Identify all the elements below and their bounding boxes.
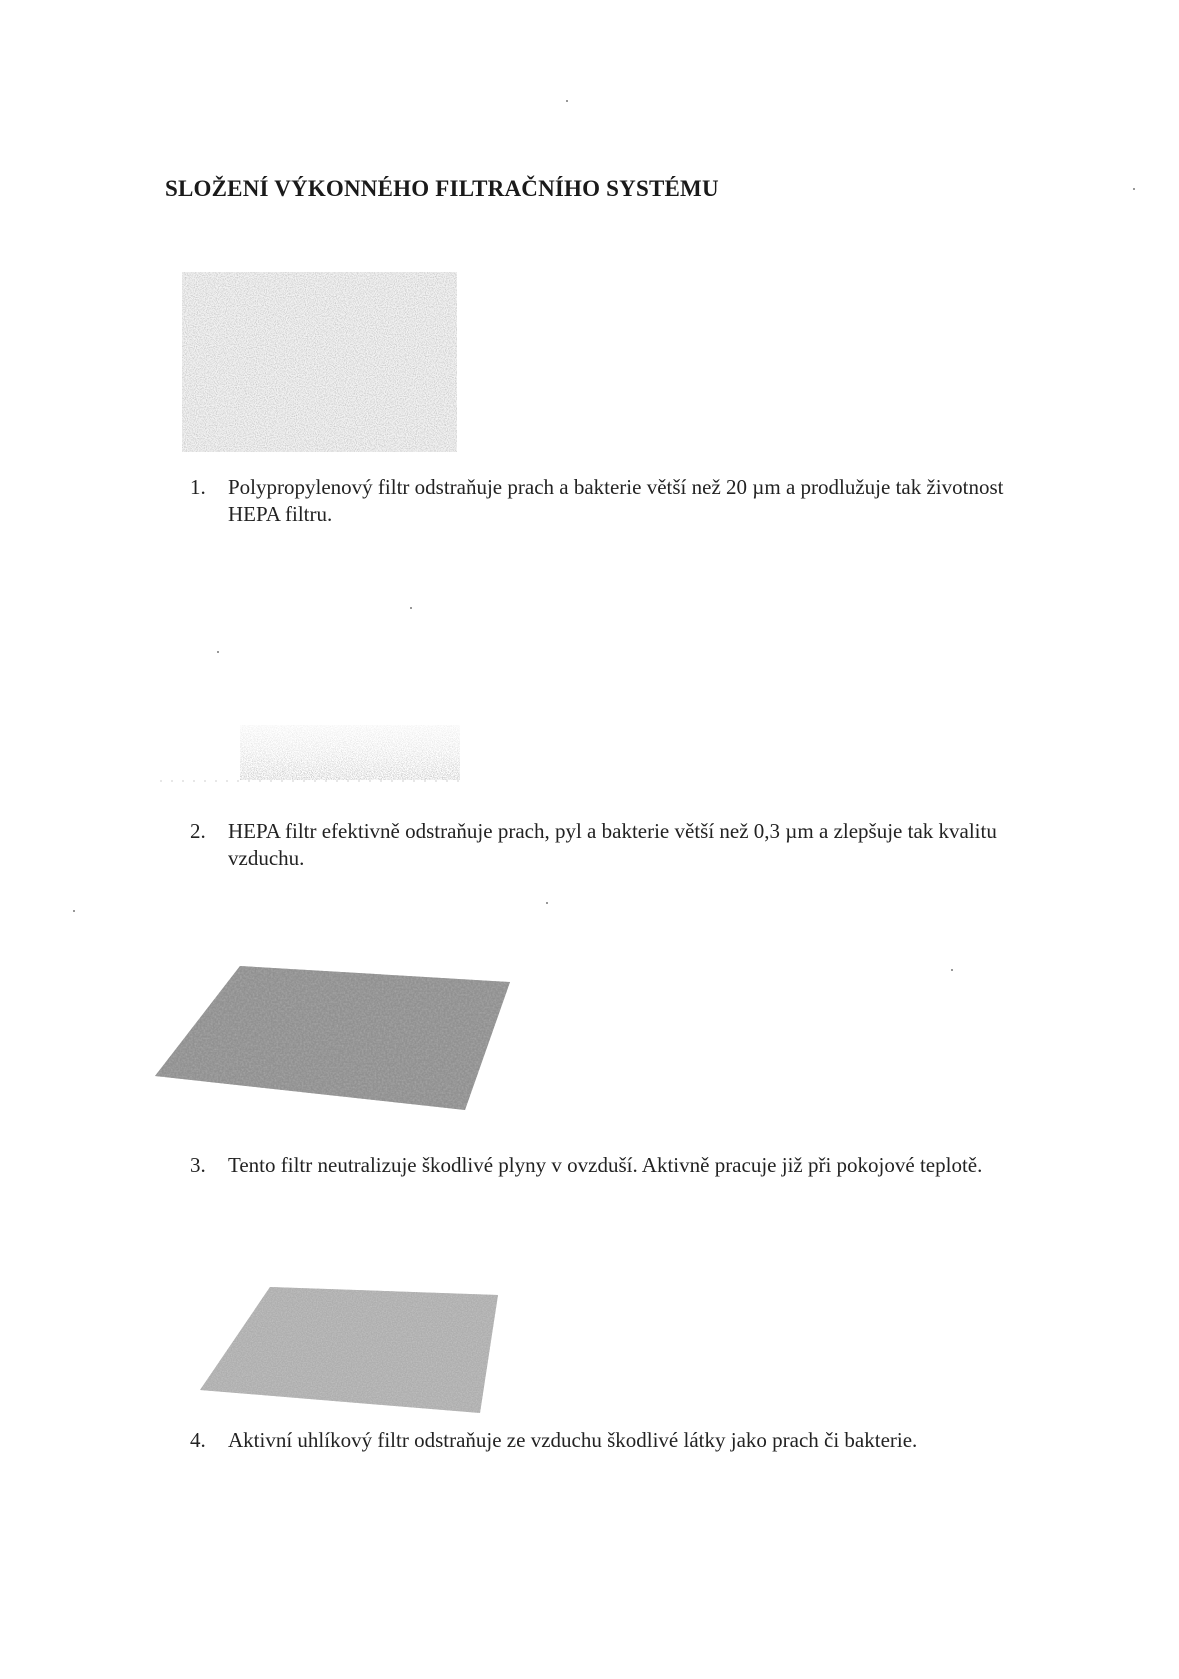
list-item bbox=[190, 818, 1050, 872]
carbon-filter-image bbox=[200, 1285, 500, 1415]
scan-speck bbox=[410, 607, 412, 609]
scan-speck bbox=[566, 100, 568, 102]
list-item bbox=[190, 1427, 1050, 1454]
item-text: Aktivní uhlíkový filtr odstraňuje ze vzduchu škodlivé látky jako prach či bakterie. bbox=[228, 1428, 918, 1452]
list-item bbox=[190, 1152, 1050, 1179]
item-number: 4. bbox=[190, 1428, 206, 1452]
item-text: Tento filtr neutralizuje škodlivé plyny v ovzduší. Aktivně pracuje již při pokojové teplotě. bbox=[228, 1153, 983, 1177]
scan-speck bbox=[217, 651, 219, 653]
hepa-filter-image bbox=[160, 705, 460, 785]
item-text: HEPA filtr efektivně odstraňuje prach, pyl a bakterie větší než 0,3 µm a zlepšuje tak kvalitu vzduchu. bbox=[228, 819, 997, 870]
item-text: Polypropylenový filtr odstraňuje prach a bakterie větší než 20 µm a prodlužuje tak životnost HEPA filtru. bbox=[228, 475, 1004, 526]
gas-filter-image bbox=[155, 958, 510, 1118]
list-item bbox=[190, 474, 1050, 528]
item-number: 2. bbox=[190, 819, 206, 843]
scan-speck bbox=[73, 910, 75, 912]
scan-speck bbox=[1133, 188, 1135, 190]
scan-speck bbox=[951, 969, 953, 971]
polypropylene-filter-image bbox=[182, 272, 457, 452]
item-number: 3. bbox=[190, 1153, 206, 1177]
item-number: 1. bbox=[190, 475, 206, 499]
page-title: SLOŽENÍ VÝKONNÉHO FILTRAČNÍHO SYSTÉMU bbox=[165, 176, 719, 201]
scan-speck bbox=[546, 902, 548, 904]
